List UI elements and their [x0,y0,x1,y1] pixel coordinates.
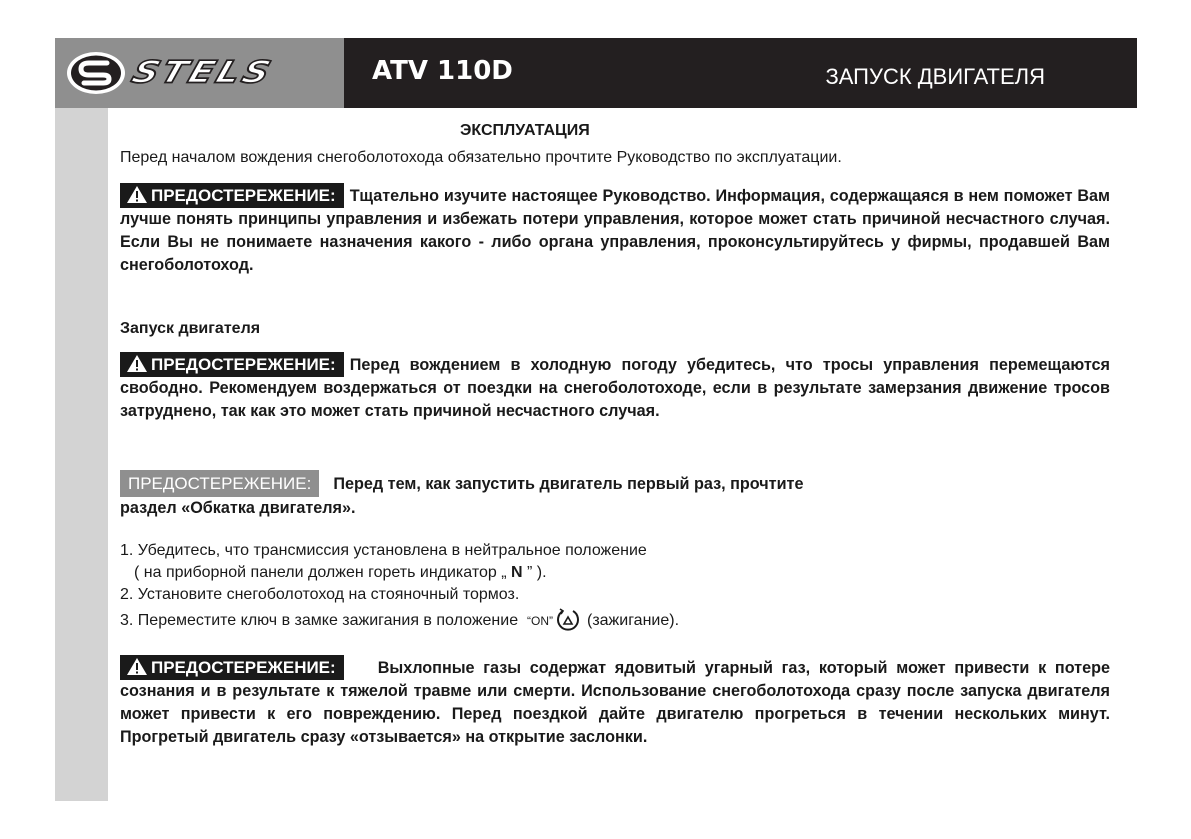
warning-label: ПРЕДОСТЕРЕЖЕНИЕ: [151,355,336,374]
step-3-text: 3. Переместите ключ в замке зажигания в положение [120,612,519,629]
step-1-note [120,562,679,584]
warning-text: Выхлопные газы содержат ядовитый угарный газ, который может привести к потере сознания и в результате к тяжелой травме или смерти. Использование снегоболотохода сразу после запуска двигателя может привести к его повреждению. Перед поездкой дайте двигателю прогреться в течении нескольких минут. Прогретый двигатель сразу «отзывается» на открытие заслонки. [120,659,1110,746]
page-title: ЭКСПЛУАТАЦИЯ [460,122,590,139]
brand-wordmark: STELS [127,55,278,90]
subheading: Запуск двигателя [120,320,261,337]
warning-label: ПРЕДОСТЕРЕЖЕНИЕ: [151,186,336,205]
warning-badge [120,352,344,377]
warning-block-1 [120,183,1110,277]
warning-block-4 [120,655,1110,749]
warning-triangle-icon [126,185,148,204]
step-1-note-post: ” ). [527,564,547,581]
warning-text-line2: раздел «Обкатка двигателя». [120,499,356,517]
warning-block-2 [120,352,1110,423]
section-title: ЗАПУСК ДВИГАТЕЛЯ [825,64,1045,89]
warning-block-3 [120,470,1110,520]
warning-badge-gray: ПРЕДОСТЕРЕЖЕНИЕ: [120,470,319,497]
header-bar [55,38,1137,108]
step-3-post: (зажигание). [586,612,680,629]
stels-s-logo-icon [65,50,127,96]
model-name: ATV 110D [372,56,513,86]
warning-text-line1: Перед тем, как запустить двигатель первый раз, прочтите [333,475,804,493]
warning-text: Тщательно изучите настоящее Руководство. Информация, содержащаяся в нем поможет Вам лучше понять принципы управления и избежать потери управления, которое может стать причиной несчастного случая. Если Вы не понимаете назначения какого - либо органа управления, проконсультируйтесь у фирмы, продавшей Вам снегоболотоход. [120,187,1110,274]
intro-text: Перед началом вождения снегоболотохода обязательно прочтите Руководство по эксплуатации. [120,149,842,166]
warning-triangle-icon [126,657,148,676]
step-1: 1. Убедитесь, что трансмиссия установлена в нейтральное положение [120,542,647,559]
warning-badge [120,183,344,208]
warning-text: Перед вождением в холодную погоду убедитесь, что тросы управления перемещаются свободно. Рекомендуем воздержаться от поездки на снегоболотоходе, если в результате замерзания движение тросов затруднено, так как это может стать причиной несчастного случая. [120,356,1110,420]
steps-list [120,540,679,632]
warning-label: ПРЕДОСТЕРЕЖЕНИЕ: [151,658,336,677]
step-3 [120,606,679,632]
ignition-on-icon [555,606,581,632]
warning-triangle-icon [126,354,148,373]
step-2: 2. Установите снегоболотоход на стояночный тормоз. [120,586,520,603]
brand-logo [55,38,344,108]
neutral-indicator-letter: N [511,564,523,581]
step-3-on: “ON” [526,614,553,628]
side-strip [55,38,108,801]
warning-badge [120,655,344,680]
step-1-note-pre: ( на приборной панели должен гореть индикатор „ [134,564,507,581]
